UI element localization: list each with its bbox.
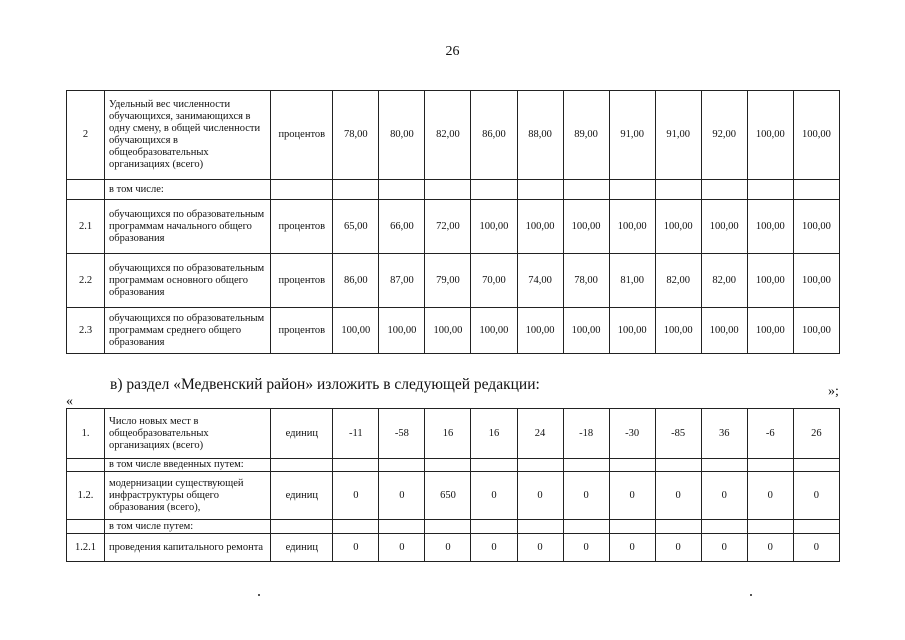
value-cell bbox=[425, 180, 471, 200]
value-cell: 0 bbox=[655, 472, 701, 520]
value-cell bbox=[517, 520, 563, 534]
table-row bbox=[67, 409, 840, 459]
value-cell: 0 bbox=[563, 534, 609, 562]
row-number-cell: 2 bbox=[67, 91, 105, 180]
value-cell: 100,00 bbox=[517, 308, 563, 354]
unit-cell: процентов bbox=[271, 200, 333, 254]
value-cell bbox=[701, 520, 747, 534]
value-cell: 0 bbox=[333, 472, 379, 520]
value-cell: 89,00 bbox=[563, 91, 609, 180]
row-number-cell bbox=[67, 459, 105, 472]
value-cell: 72,00 bbox=[425, 200, 471, 254]
value-cell: 0 bbox=[333, 534, 379, 562]
value-cell: -6 bbox=[747, 409, 793, 459]
value-cell bbox=[655, 459, 701, 472]
unit-cell: процентов bbox=[271, 254, 333, 308]
indicator-description-cell: в том числе: bbox=[105, 180, 271, 200]
value-cell: 100,00 bbox=[655, 308, 701, 354]
unit-cell: единиц bbox=[271, 472, 333, 520]
value-cell: -11 bbox=[333, 409, 379, 459]
value-cell: 16 bbox=[471, 409, 517, 459]
table-row bbox=[67, 472, 840, 520]
row-number-cell: 2.2 bbox=[67, 254, 105, 308]
indicator-table-b bbox=[66, 408, 840, 562]
value-cell: 24 bbox=[517, 409, 563, 459]
scan-speck bbox=[750, 594, 752, 596]
value-cell: 100,00 bbox=[609, 200, 655, 254]
value-cell bbox=[333, 459, 379, 472]
value-cell bbox=[747, 180, 793, 200]
table-row bbox=[67, 459, 840, 472]
value-cell bbox=[379, 459, 425, 472]
value-cell bbox=[379, 180, 425, 200]
value-cell: 100,00 bbox=[747, 308, 793, 354]
value-cell bbox=[425, 520, 471, 534]
indicator-description-cell: в том числе введенных путем: bbox=[105, 459, 271, 472]
value-cell: 0 bbox=[793, 534, 839, 562]
value-cell: 100,00 bbox=[563, 308, 609, 354]
value-cell bbox=[747, 520, 793, 534]
indicator-table-a bbox=[66, 90, 840, 354]
value-cell: 74,00 bbox=[517, 254, 563, 308]
value-cell: 100,00 bbox=[471, 200, 517, 254]
value-cell: 100,00 bbox=[425, 308, 471, 354]
value-cell bbox=[747, 459, 793, 472]
value-cell: 0 bbox=[747, 534, 793, 562]
value-cell: 0 bbox=[471, 472, 517, 520]
value-cell bbox=[563, 520, 609, 534]
value-cell: 0 bbox=[655, 534, 701, 562]
value-cell: 0 bbox=[517, 534, 563, 562]
value-cell: 36 bbox=[701, 409, 747, 459]
value-cell bbox=[563, 180, 609, 200]
value-cell: -58 bbox=[379, 409, 425, 459]
value-cell: 0 bbox=[793, 472, 839, 520]
value-cell bbox=[609, 459, 655, 472]
value-cell: 100,00 bbox=[793, 91, 839, 180]
indicator-description-cell: Число новых мест в общеобразовательных организациях (всего) bbox=[105, 409, 271, 459]
row-number-cell: 1.2.1 bbox=[67, 534, 105, 562]
value-cell: 100,00 bbox=[379, 308, 425, 354]
value-cell: 0 bbox=[517, 472, 563, 520]
value-cell: 100,00 bbox=[747, 200, 793, 254]
value-cell: 92,00 bbox=[701, 91, 747, 180]
opening-quote-mark: « bbox=[66, 394, 73, 409]
value-cell: 86,00 bbox=[471, 91, 517, 180]
unit-cell: единиц bbox=[271, 534, 333, 562]
value-cell: 0 bbox=[609, 534, 655, 562]
value-cell bbox=[517, 180, 563, 200]
value-cell: 91,00 bbox=[655, 91, 701, 180]
unit-cell bbox=[271, 459, 333, 472]
value-cell: 100,00 bbox=[747, 254, 793, 308]
value-cell: 100,00 bbox=[333, 308, 379, 354]
table-row bbox=[67, 254, 840, 308]
value-cell: 0 bbox=[379, 472, 425, 520]
value-cell: 0 bbox=[563, 472, 609, 520]
value-cell bbox=[471, 520, 517, 534]
value-cell bbox=[471, 180, 517, 200]
closing-quote-mark: »; bbox=[828, 384, 839, 399]
table-row bbox=[67, 520, 840, 534]
value-cell: 0 bbox=[471, 534, 517, 562]
value-cell: 100,00 bbox=[655, 200, 701, 254]
value-cell: -18 bbox=[563, 409, 609, 459]
table-row bbox=[67, 534, 840, 562]
value-cell bbox=[563, 459, 609, 472]
row-number-cell bbox=[67, 180, 105, 200]
value-cell bbox=[793, 459, 839, 472]
value-cell: 82,00 bbox=[655, 254, 701, 308]
value-cell: 0 bbox=[701, 534, 747, 562]
indicator-description-cell: обучающихся по образовательным программам начального общего образования bbox=[105, 200, 271, 254]
value-cell bbox=[379, 520, 425, 534]
indicator-description-cell: обучающихся по образовательным программам основного общего образования bbox=[105, 254, 271, 308]
indicator-description-cell: Удельный вес численности обучающихся, занимающихся в одну смену, в общей численности обучающихся в общеобразовательных организациях (всего) bbox=[105, 91, 271, 180]
row-number-cell: 2.3 bbox=[67, 308, 105, 354]
value-cell: 100,00 bbox=[701, 200, 747, 254]
value-cell: 0 bbox=[425, 534, 471, 562]
page-number: 26 bbox=[445, 44, 460, 59]
value-cell: 26 bbox=[793, 409, 839, 459]
value-cell: 0 bbox=[609, 472, 655, 520]
value-cell: 78,00 bbox=[333, 91, 379, 180]
row-number-cell bbox=[67, 520, 105, 534]
row-number-cell: 1. bbox=[67, 409, 105, 459]
scan-speck bbox=[258, 594, 260, 596]
value-cell: 100,00 bbox=[609, 308, 655, 354]
value-cell bbox=[793, 180, 839, 200]
value-cell bbox=[793, 520, 839, 534]
unit-cell bbox=[271, 180, 333, 200]
unit-cell: процентов bbox=[271, 308, 333, 354]
table-row bbox=[67, 200, 840, 254]
row-number-cell: 1.2. bbox=[67, 472, 105, 520]
value-cell: 88,00 bbox=[517, 91, 563, 180]
value-cell: 78,00 bbox=[563, 254, 609, 308]
value-cell bbox=[701, 180, 747, 200]
value-cell: 100,00 bbox=[747, 91, 793, 180]
value-cell: 100,00 bbox=[793, 308, 839, 354]
value-cell: 65,00 bbox=[333, 200, 379, 254]
value-cell: 66,00 bbox=[379, 200, 425, 254]
value-cell bbox=[609, 180, 655, 200]
value-cell: 650 bbox=[425, 472, 471, 520]
value-cell: -30 bbox=[609, 409, 655, 459]
value-cell: 81,00 bbox=[609, 254, 655, 308]
indicator-description-cell: проведения капитального ремонта bbox=[105, 534, 271, 562]
value-cell bbox=[655, 520, 701, 534]
value-cell bbox=[333, 520, 379, 534]
indicator-description-cell: модернизации существующей инфраструктуры общего образования (всего), bbox=[105, 472, 271, 520]
value-cell: 86,00 bbox=[333, 254, 379, 308]
indicator-description-cell: в том числе путем: bbox=[105, 520, 271, 534]
indicator-description-cell: обучающихся по образовательным программам среднего общего образования bbox=[105, 308, 271, 354]
value-cell: 100,00 bbox=[471, 308, 517, 354]
value-cell: -85 bbox=[655, 409, 701, 459]
value-cell bbox=[333, 180, 379, 200]
unit-cell bbox=[271, 520, 333, 534]
value-cell: 0 bbox=[379, 534, 425, 562]
table-row bbox=[67, 308, 840, 354]
value-cell: 80,00 bbox=[379, 91, 425, 180]
value-cell: 79,00 bbox=[425, 254, 471, 308]
value-cell: 0 bbox=[747, 472, 793, 520]
value-cell: 100,00 bbox=[517, 200, 563, 254]
row-number-cell: 2.1 bbox=[67, 200, 105, 254]
unit-cell: единиц bbox=[271, 409, 333, 459]
table-row bbox=[67, 91, 840, 180]
value-cell bbox=[609, 520, 655, 534]
value-cell bbox=[655, 180, 701, 200]
section-instruction-text: в) раздел «Медвенский район» изложить в следующей редакции: bbox=[110, 376, 540, 393]
unit-cell: процентов bbox=[271, 91, 333, 180]
value-cell: 91,00 bbox=[609, 91, 655, 180]
value-cell: 82,00 bbox=[701, 254, 747, 308]
value-cell: 16 bbox=[425, 409, 471, 459]
table-row bbox=[67, 180, 840, 200]
value-cell: 82,00 bbox=[425, 91, 471, 180]
value-cell: 100,00 bbox=[701, 308, 747, 354]
value-cell: 100,00 bbox=[793, 254, 839, 308]
value-cell: 100,00 bbox=[793, 200, 839, 254]
value-cell bbox=[471, 459, 517, 472]
value-cell bbox=[517, 459, 563, 472]
value-cell bbox=[425, 459, 471, 472]
value-cell bbox=[701, 459, 747, 472]
value-cell: 70,00 bbox=[471, 254, 517, 308]
value-cell: 0 bbox=[701, 472, 747, 520]
value-cell: 87,00 bbox=[379, 254, 425, 308]
value-cell: 100,00 bbox=[563, 200, 609, 254]
